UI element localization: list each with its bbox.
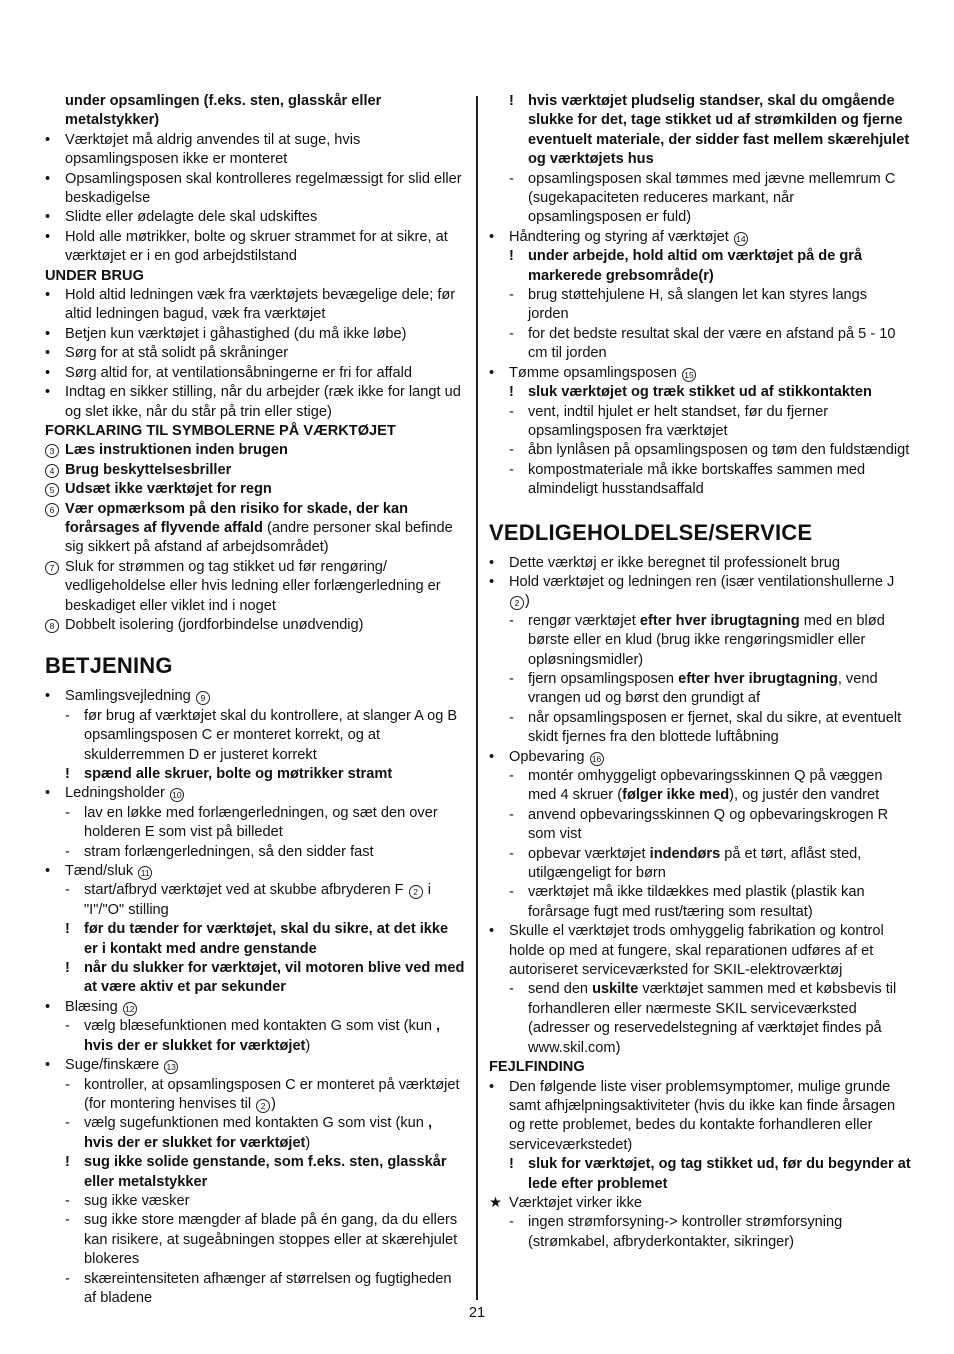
symbol-item: 8 Dobbelt isolering (jordforbindelse unødvendig) (45, 616, 465, 635)
sub-item: - fjern opsamlingsposen efter hver ibrugtagning, vend vrangen ud og børst den grundigt af (509, 670, 878, 707)
circled-number-icon: 5 (45, 483, 59, 497)
list-item: • Samlingsvejledning 9 (45, 687, 465, 706)
symbol-item: 5 Udsæt ikke værktøjet for regn (45, 480, 465, 499)
list-item: • Suge/finskære 13 (45, 1056, 465, 1075)
section-heading: FORKLARING TIL SYMBOLERNE PÅ VÆRKTØJET (45, 422, 396, 439)
warning-item: ! under arbejde, hold altid om værktøjet på de grå markerede grebsområde(r) (509, 248, 863, 284)
circled-number-icon: 2 (510, 596, 524, 610)
sub-item: - for det bedste resultat skal der være en afstand på 5 - 10 cm til jorden (509, 325, 896, 362)
warning-item: ! hvis værktøjet pludselig standser, skal du omgående slukke for det, tage stikket ud af strømkilden og fjerne eventuelt materiale, der sidder fast mellem skærehjulet og værktøjets hus (509, 93, 910, 168)
sub-item: - før brug af værktøjet skal du kontrollere, at slanger A og B opsamlingsposen C er monteret korrekt, og at skulderremmen D er justeret korrekt (65, 707, 458, 763)
sub-item: - opsamlingsposen skal tømmes med jævne mellemrum C (sugekapaciteten reduceres markant, når opsamlingsposen er fuld) (509, 170, 896, 226)
list-item: • Blæsing 12 (45, 998, 465, 1017)
section-heading: UNDER BRUG (45, 267, 144, 284)
circled-number-icon: 9 (196, 691, 210, 705)
sub-item: - sug ikke store mængder af blade på én gang, da du ellers kan risikere, at sugeåbningen stoppes eller at skærehjulet blokeres (65, 1212, 458, 1268)
list-item: • Betjen kun værktøjet i gåhastighed (du må ikke løbe) (45, 325, 407, 342)
circled-number-icon: 14 (734, 232, 748, 246)
list-item: • Slidte eller ødelagte dele skal udskiftes (45, 209, 318, 226)
circled-number-icon: 11 (138, 866, 152, 880)
list-item: • Tænd/sluk 11 (45, 862, 465, 881)
circled-number-icon: 6 (45, 503, 59, 517)
warning-item: ! når du slukker for værktøjet, vil motoren blive ved med at være aktiv et par sekunder (65, 960, 465, 996)
circled-number-icon: 2 (256, 1099, 270, 1113)
sub-item: - værktøjet må ikke tildækkes med plastik (plastik kan forårsage fugt med rust/tæring som resultat) (509, 884, 865, 920)
sub-item: - sug ikke væsker (65, 1192, 190, 1209)
circled-number-icon: 13 (164, 1060, 178, 1074)
circled-number-icon: 10 (170, 788, 184, 802)
list-item: • Hold altid ledningen væk fra værktøjets bevægelige dele; før altid ledningen bagud, væk fra værktøjet (45, 287, 456, 323)
list-item: • Sørg altid for, at ventilationsåbningerne er fri for affald (45, 364, 412, 381)
sub-item: - ingen strømforsyning-> kontroller strømforsyning (strømkabel, afbryderkontakter, sikringer) (509, 1214, 843, 1250)
sub-item: - vælg blæsefunktionen med kontakten G som vist (kun , hvis der er slukket for værktøjet) (65, 1018, 441, 1054)
warning-item: ! før du tænder for værktøjet, skal du sikre, at det ikke er i kontakt med andre genstande (65, 921, 449, 957)
sub-item: - rengør værktøjet efter hver ibrugtagning med en blød børste eller en klud (brug ikke rengøringsmidler eller opløsningsmidler) (509, 612, 885, 668)
sub-item: - brug støttehjulene H, så slangen let kan styres langs jorden (509, 287, 868, 323)
section-heading: FEJLFINDING (489, 1059, 585, 1076)
sub-item: - skæreintensiteten afhænger af størrelsen og fugtigheden af bladene (65, 1270, 452, 1306)
sub-item: - åbn lynlåsen på opsamlingsposen og tøm den fuldstændigt (509, 442, 910, 459)
sub-item: - når opsamlingsposen er fjernet, skal du sikre, at eventuelt skidt fjernes fra den blottede luftåbning (509, 709, 902, 746)
circled-number-icon: 4 (45, 464, 59, 478)
list-item: • Håndtering og styring af værktøjet 14 (489, 228, 911, 247)
circled-number-icon: 8 (45, 619, 59, 633)
page-number: 21 (468, 1305, 486, 1321)
sub-item: - stram forlængerledningen, så den sidder fast (65, 843, 374, 860)
list-item: • Tømme opsamlingsposen 15 (489, 364, 911, 383)
sub-item: - send den uskilte værktøjet sammen med et købsbevis til forhandleren eller nærmeste SKIL serviceværksted (adresser og reservedelstegning af værktøjet findes på www.skil.com) (509, 981, 897, 1056)
circled-number-icon: 3 (45, 444, 59, 458)
left-column (45, 92, 465, 1308)
sub-item: - start/afbryd værktøjet ved at skubbe afbryderen F 2 i "I"/"O" stilling (65, 882, 431, 918)
circled-number-icon: 12 (123, 1002, 137, 1016)
list-item: • Værktøjet må aldrig anvendes til at suge, hvis opsamlingsposen ikke er monteret (45, 131, 361, 168)
service-heading: VEDLIGEHOLDELSE/SERVICE (489, 519, 813, 545)
list-item: • Hold alle møtrikker, bolte og skruer strammet for at sikre, at værktøjet er i en god arbejdstilstand (45, 228, 448, 265)
symbol-item: 4 Brug beskyttelsesbriller (45, 461, 465, 480)
sub-item: - montér omhyggeligt opbevaringsskinnen Q på væggen med 4 skruer (følger ikke med), og justér den vandret (509, 768, 883, 804)
list-item: • Den følgende liste viser problemsymptomer, mulige grunde samt afhjælpningsaktiviteter (hvis du ikke kan finde årsagen og rette problemet, bedes du kontakte forhandleren eller serviceværkstedet) (489, 1078, 896, 1153)
sub-item: - vælg sugefunktionen med kontakten G som vist (kun , hvis der er slukket for værktøjet) (65, 1115, 432, 1151)
list-item: • Dette værktøj er ikke beregnet til professionelt brug (489, 554, 840, 571)
list-item: ★ Værktøjet virker ikke (489, 1194, 911, 1213)
sub-item: - anvend opbevaringsskinnen Q og opbevaringskrogen R som vist (509, 806, 889, 843)
list-item: • Opsamlingsposen skal kontrolleres regelmæssigt for slid eller beskadigelse (45, 170, 462, 207)
list-item: under opsamlingen (f.eks. sten, glasskår eller metalstykker) (65, 93, 382, 129)
sub-item: - vent, indtil hjulet er helt standset, før du fjerner opsamlingsposen fra værktøjet (509, 403, 829, 439)
list-item: • Ledningsholder 10 (45, 784, 465, 803)
circled-number-icon: 2 (409, 885, 423, 899)
warning-item: ! sug ikke solide genstande, som f.eks. sten, glasskår eller metalstykker (65, 1154, 447, 1190)
symbol-item: 3 Læs instruktionen inden brugen (45, 441, 465, 460)
circled-number-icon: 7 (45, 561, 59, 575)
sub-item: - opbevar værktøjet indendørs på et tørt, aflåst sted, utilgængeligt for børn (509, 845, 862, 882)
sub-item: - lav en løkke med forlængerledningen, og sæt den over holderen E som vist på billedet (65, 804, 438, 841)
warning-item: ! sluk for værktøjet, og tag stikket ud, før du begynder at lede efter problemet (509, 1156, 911, 1192)
right-column (489, 92, 911, 1252)
symbol-item: 7 Sluk for strømmen og tag stikket ud før rengøring/ vedligeholdelse eller hvis ledning eller forlængerledning er beskadiget eller viklet ind i noget (45, 558, 465, 616)
betjening-heading: BETJENING (45, 653, 173, 679)
list-item: • Skulle el værktøjet trods omhyggelig fabrikation og kontrol holde op med at fungere, skal reparationen udføres af et autoriseret serviceværksted for SKIL-elektroværktøj (489, 923, 884, 979)
circled-number-icon: 15 (682, 368, 696, 382)
warning-item: ! spænd alle skruer, bolte og møtrikker stramt (65, 766, 393, 782)
list-item: • Sørg for at stå solidt på skråninger (45, 345, 289, 362)
sub-item: - kompostmateriale må ikke bortskaffes sammen med almindeligt husstandsaffald (509, 461, 866, 498)
column-divider (476, 96, 478, 1300)
warning-item: ! sluk værktøjet og træk stikket ud af stikkontakten (509, 384, 872, 401)
symbol-item: 6 Vær opmærksom på den risiko for skade, der kan forårsages af flyvende affald (andre personer skal befinde sig sikkert på afstand af arbejdsområdet) (45, 500, 465, 558)
circled-number-icon: 16 (590, 752, 604, 766)
list-item: • Indtag en sikker stilling, når du arbejder (ræk ikke for langt ud og slet ikke, når du står på trin eller stige) (45, 384, 461, 420)
list-item: • Hold værktøjet og ledningen ren (især ventilationshullerne J 2 ) (489, 573, 895, 610)
star-icon: ★ (489, 1194, 503, 1211)
sub-item: - kontroller, at opsamlingsposen C er monteret på værktøjet (for montering henvises til 2 ) (65, 1076, 460, 1112)
list-item: • Opbevaring 16 (489, 748, 911, 767)
